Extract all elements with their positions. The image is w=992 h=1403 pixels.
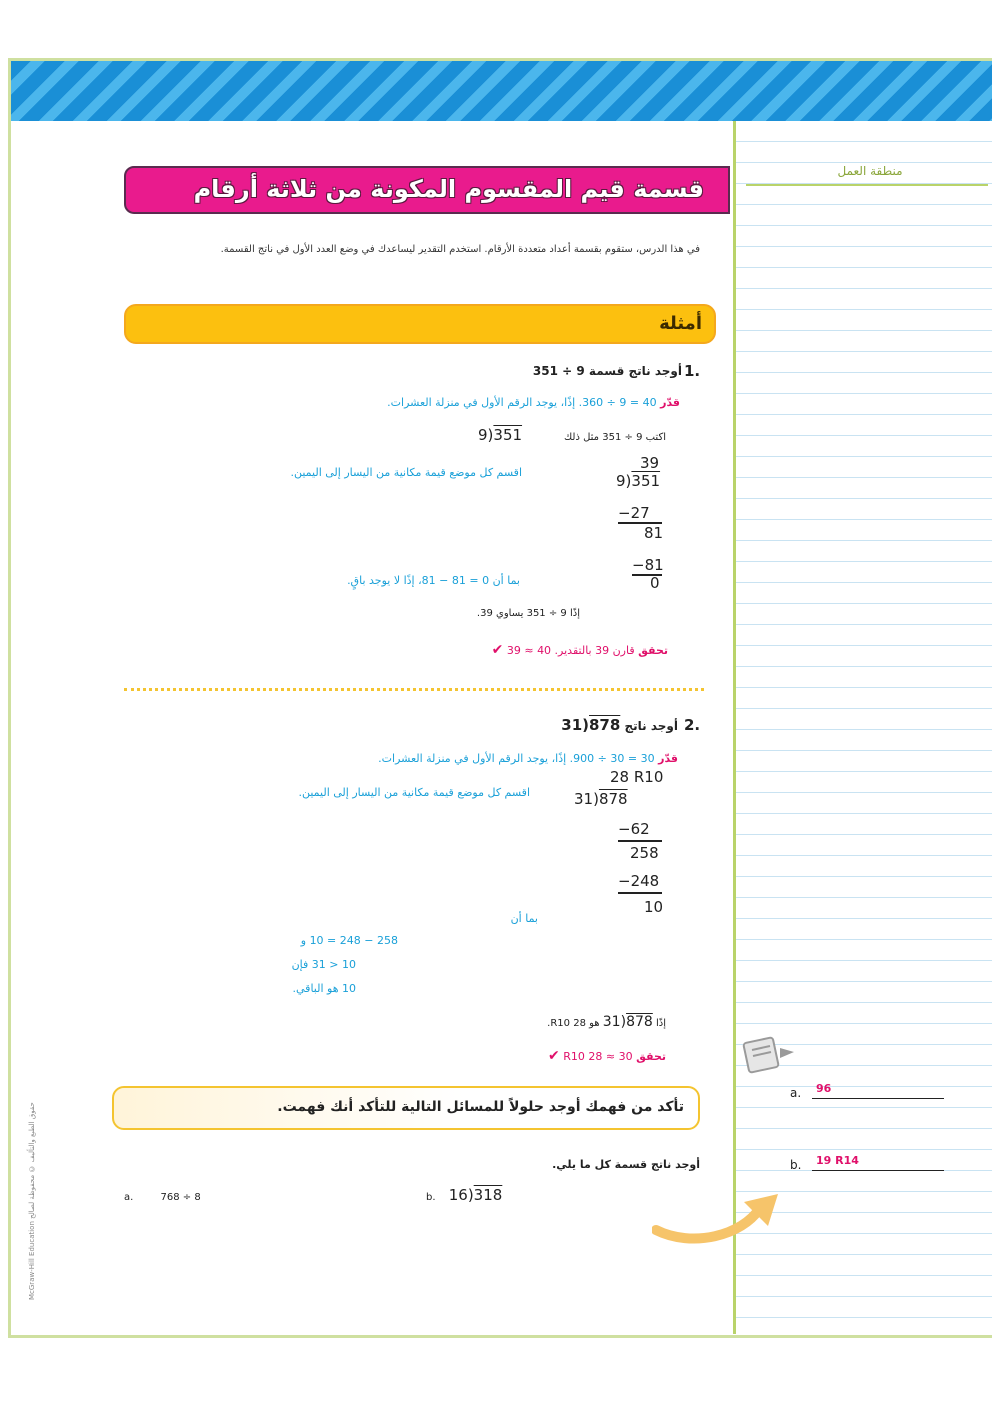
ld1-step2: −81 — [632, 556, 664, 574]
practice-a-expr: 768 ÷ 8 — [160, 1192, 201, 1203]
check-text: 30 ≈ 28 R10 — [563, 1050, 633, 1063]
answer-b-value[interactable]: 19 R14 — [816, 1154, 859, 1167]
ld2-line2 — [618, 892, 662, 894]
check-label: تحقق — [636, 1050, 666, 1063]
work-area-divider — [746, 184, 988, 186]
check-understanding-banner — [112, 1086, 700, 1130]
practice-b-division: 16)318 — [448, 1186, 503, 1204]
ld2-step2: −248 — [618, 872, 660, 890]
examples-banner — [124, 304, 716, 344]
ld2-divisor-dividend: 31)878 — [574, 790, 628, 808]
check-heading: تأكد من فهمك — [585, 1099, 684, 1115]
ld1-rem2: 0 — [650, 574, 660, 592]
ld1-quotient: 39 — [640, 454, 660, 472]
header-stripe — [11, 61, 992, 121]
ld1-divisor: 9 — [616, 472, 626, 490]
lesson-title: قسمة قيم المقسوم المكونة من ثلاثة أرقام — [193, 175, 704, 203]
practice-b — [426, 1186, 502, 1204]
example1-estimate — [387, 396, 680, 409]
ld1-rem1: 81 — [644, 524, 664, 542]
answer-b-label: b. — [790, 1158, 802, 1172]
work-area-label: منطقة العمل — [837, 164, 903, 178]
check-text: قارن 39 بالتقدير. 40 ≈ 39 — [506, 644, 635, 657]
example1-write-text: اكتب 9 ÷ 351 مثل ذلك — [563, 432, 666, 443]
example2-since-line1: 258 − 248 = 10 و — [300, 934, 398, 947]
practice-b-label: b. — [426, 1192, 436, 1203]
inline-dividend: 351 — [493, 426, 523, 444]
example1-number: 1. — [684, 362, 701, 380]
example1-inline-division: 9)351 — [478, 426, 523, 444]
intro-paragraph: في هذا الدرس، ستقوم بقسمة أعداد متعددة الأرقام. استخدم التقدير ليساعدك في وضع العدد الأول في ناتج القسمة. — [220, 244, 700, 255]
example2-divide-note: اقسم كل موضع قيمة مكانية من اليسار إلى اليمين. — [298, 786, 530, 799]
lesson-title-banner — [124, 166, 730, 214]
practice-b-dividend: 318 — [473, 1186, 503, 1204]
conclusion-dividend: 878 — [626, 1014, 653, 1030]
checkmark-icon: ✔ — [548, 1048, 560, 1064]
swoosh-arrow-icon — [652, 1180, 782, 1250]
section-divider — [124, 688, 704, 691]
ld2-dividend: 878 — [598, 790, 628, 808]
ld2-divisor: 31 — [574, 790, 594, 808]
conclusion-suffix: هو 28 R10. — [547, 1018, 600, 1029]
notebook-pencil-icon — [742, 1032, 798, 1076]
answer-a-value[interactable]: 96 — [816, 1082, 832, 1095]
example2-estimate — [378, 752, 678, 765]
example2-since-label: بما أن — [510, 912, 538, 925]
example2-prompt-division: 31)878 — [561, 716, 621, 734]
example1-prompt: أوجد ناتج قسمة 9 ÷ 351 — [532, 364, 682, 378]
ld2-rem1: 258 — [630, 844, 659, 862]
answer-a-label: a. — [790, 1086, 802, 1100]
check-understanding-text — [277, 1099, 684, 1115]
ld2-line1 — [618, 840, 662, 842]
example2-since-line3: 10 هو الباقي. — [292, 982, 356, 995]
ld2-step1: −62 — [618, 820, 650, 838]
ld1-divisor-dividend: 9)351 — [616, 472, 661, 490]
example1-conclusion: إذًا 9 ÷ 351 يساوي 39. — [476, 608, 580, 619]
ld2-quotient: 28 R10 — [610, 768, 664, 786]
prompt-dividend: 878 — [589, 716, 621, 734]
estimate-text: 30 = 30 ÷ 900. إذًا، يوجد الرقم الأول في منزلة العشرات. — [378, 752, 655, 765]
checkmark-icon: ✔ — [491, 642, 504, 658]
example2-prompt — [561, 716, 678, 734]
practice-a-label: a. — [124, 1192, 134, 1203]
copyright-note: McGraw-Hill Education حقوق الطبع والتأليف © محفوظة لصالح — [28, 1102, 36, 1300]
example1-divide-note: اقسم كل موضع قيمة مكانية من اليسار إلى اليمين. — [290, 466, 522, 479]
ld1-step1: −27 — [618, 504, 650, 522]
conclusion-division: 31)878 — [602, 1014, 653, 1030]
conclusion-prefix: إذًا — [655, 1018, 666, 1029]
inline-divisor: 9 — [478, 426, 488, 444]
estimate-label: قدّر — [660, 396, 680, 409]
answer-b-line — [812, 1170, 944, 1171]
example2-check — [548, 1048, 666, 1064]
example2-conclusion — [547, 1014, 666, 1030]
work-area-column — [733, 121, 992, 1334]
check-body: أوجد حلولاً للمسائل التالية للتأكد أنك فهمت. — [277, 1099, 581, 1115]
practice-a — [124, 1192, 201, 1203]
example1-check — [492, 642, 668, 658]
example2-prompt-text: أوجد ناتج — [624, 719, 678, 733]
ld2-rem2: 10 — [644, 898, 664, 916]
conclusion-divisor: 31 — [602, 1014, 621, 1030]
estimate-text: 40 = 9 ÷ 360. إذًا، يوجد الرقم الأول في منزلة العشرات. — [387, 396, 657, 409]
example1-since-note: بما أن 0 = 81 − 81، إذًا لا يوجد باقٍ. — [347, 574, 520, 587]
check-label: تحقق — [638, 644, 668, 657]
example2-since-line2: 10 < 31 فإن — [291, 958, 356, 971]
ld1-dividend: 351 — [631, 472, 661, 490]
estimate-label: قدّر — [658, 752, 678, 765]
prompt-divisor: 31 — [561, 716, 583, 734]
answer-a-line — [812, 1098, 944, 1099]
example2-number: 2. — [684, 716, 701, 734]
examples-heading: أمثلة — [659, 313, 702, 334]
practice-instruction: أوجد ناتج قسمة كل ما يلي. — [552, 1158, 700, 1171]
practice-b-divisor: 16 — [448, 1186, 468, 1204]
